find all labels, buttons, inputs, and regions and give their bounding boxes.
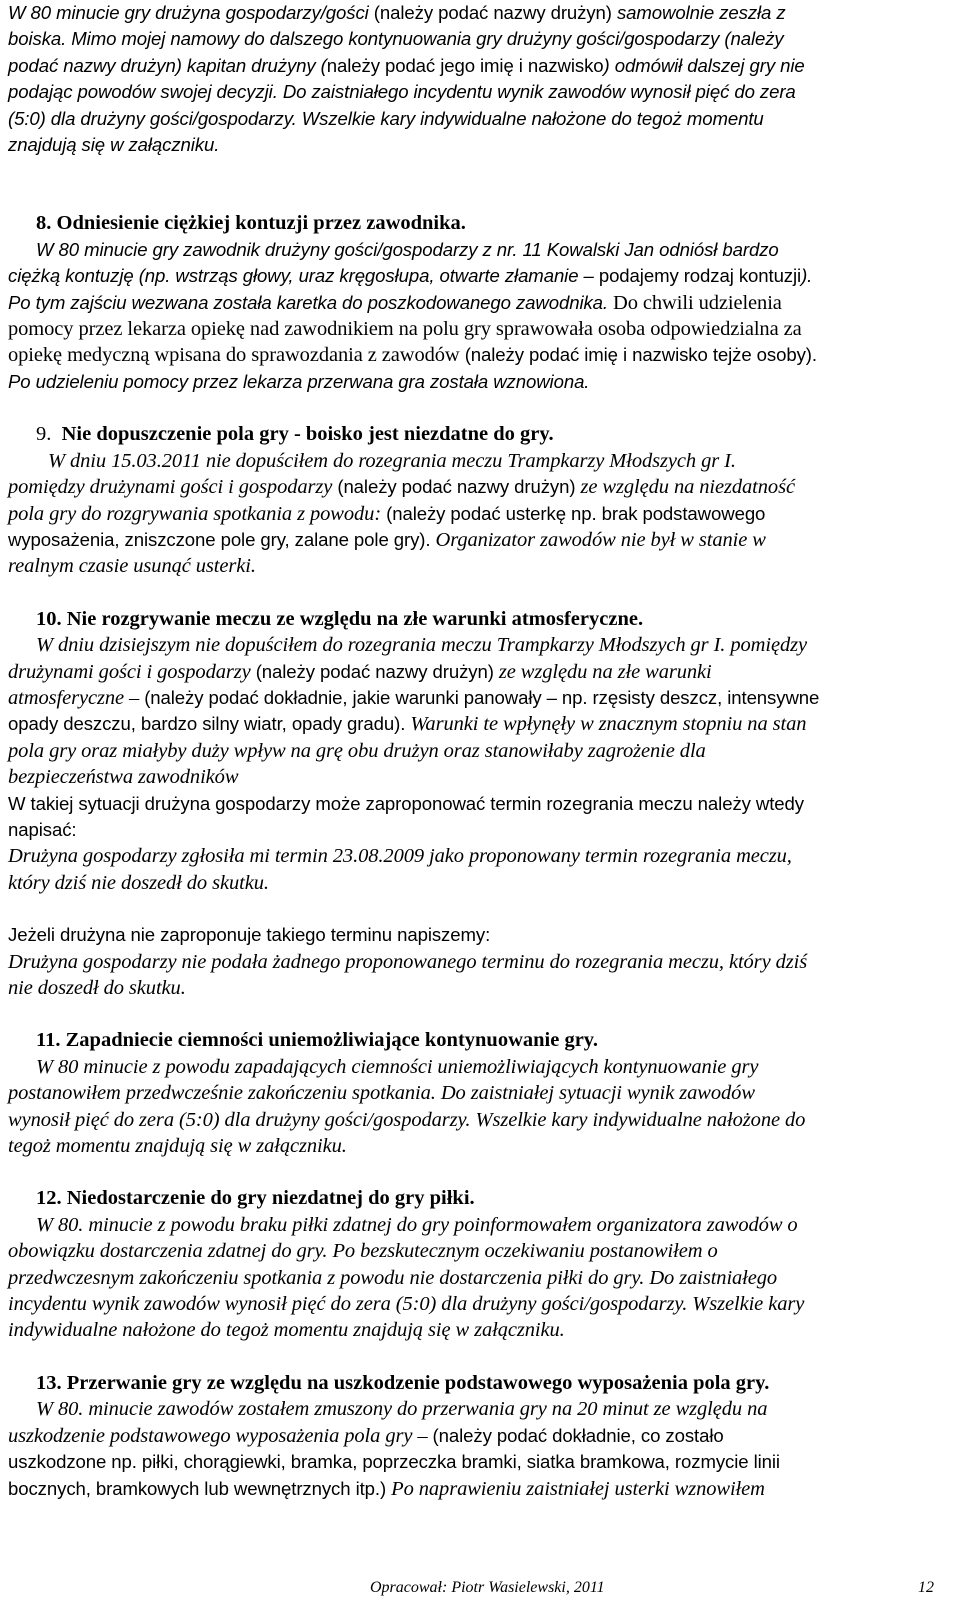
section-8-line-1: W 80 minucie gry zawodnik drużyny gości/gospodarzy z nr. 11 Kowalski Jan odniósł bardzo <box>36 238 779 260</box>
section-9-line-4: wyposażenia, zniszczone pole gry, zalane pole gry). Organizator zawodów nie był w stanie w <box>8 528 766 551</box>
section-11-line-1: W 80 minucie z powodu zapadających ciemności uniemożliwiających kontynuowanie gry <box>36 1055 759 1078</box>
section-10-line-10: który dziś nie doszedł do skutku. <box>8 871 269 894</box>
top-line-6: znajdują się w załączniku. <box>8 134 220 156</box>
section-8-line-5: opiekę medyczną wpisana do sprawozdania z zawodów (należy podać imię i nazwisko tejże osoby). <box>8 344 817 367</box>
top-line-5: (5:0) dla drużyny gości/gospodarzy. Wszelkie kary indywidualne nałożone do tegoż momentu <box>8 107 764 129</box>
section-10-line-6: bezpieczeństwa zawodników <box>8 766 239 789</box>
page-number: 12 <box>918 1579 934 1596</box>
section-10-heading: 10. Nie rozgrywanie meczu ze względu na złe warunki atmosferyczne. <box>36 607 644 630</box>
section-12-line-4: incydentu wynik zawodów wynosił pięć do zera (5:0) dla drużyny gości/gospodarzy. Wszelkie kary <box>8 1293 805 1316</box>
section-11-heading: 11. Zapadniecie ciemności uniemożliwiające kontynuowanie gry. <box>36 1029 599 1052</box>
section-11-line-3: wynosił pięć do zera (5:0) dla drużyny gości/gospodarzy. Wszelkie kary indywidualne nałożone do <box>8 1108 806 1131</box>
section-12-line-2: obowiązku dostarczenia zdatnej do gry. Po bezskutecznym oczekiwaniu postanowiłem o <box>8 1240 718 1263</box>
section-13-heading: 13. Przerwanie gry ze względu na uszkodzenie podstawowego wyposażenia pola gry. <box>36 1371 770 1394</box>
section-10-line-5: pola gry oraz miałyby duży wpływ na grę obu drużyn oraz stanowiłaby zagrożenie dla <box>8 739 706 762</box>
section-10-line-2: drużynami gości i gospodarzy (należy podać nazwy drużyn) ze względu na złe warunki <box>8 660 712 683</box>
section-10-line-1: W dniu dzisiejszym nie dopuściłem do rozegrania meczu Trampkarzy Młodszych gr I. pomiędzy <box>36 634 807 657</box>
section-10 <box>8 606 944 1002</box>
section-10-line-4: opady deszczu, bardzo silny wiatr, opady gradu). Warunki te wpłynęły w znacznym stopniu na stan <box>8 713 807 736</box>
section-11-line-2: postanowiłem przedwcześnie zakończeniu spotkania. Do zaistniałej sytuacji wynik zawodów <box>8 1082 755 1105</box>
top-line-2: boiska. Mimo mojej namowy do dalszego kontynuowania gry drużyny gości/gospodarzy (należy <box>8 28 784 50</box>
section-13-line-1: W 80. minucie zawodów zostałem zmuszony do przerwania gry na 20 minut ze względu na <box>36 1398 768 1421</box>
section-12-line-5: indywidualne nałożone do tegoż momentu znajdują się w załączniku. <box>8 1319 565 1342</box>
section-8-line-4: pomocy przez lekarza opiekę nad zawodnikiem na polu gry sprawowała osoba odpowiedzialna za <box>8 318 802 341</box>
section-10-line-8: napisać: <box>8 818 77 840</box>
section-9 <box>8 421 944 579</box>
section-13-line-3: uszkodzone np. piłki, chorągiewki, bramka, poprzeczka bramki, siatka bramkowa, rozmycie linii <box>8 1451 780 1473</box>
footer-author: Opracował: Piotr Wasielewski, 2011 <box>370 1579 605 1596</box>
section-10-line-7: W takiej sytuacji drużyna gospodarzy może zaproponować termin rozegrania meczu należy wtedy <box>8 792 804 814</box>
section-10-line-12: Drużyna gospodarzy nie podała żadnego proponowanego terminu do rozegrania meczu, który dziś <box>8 950 808 973</box>
top-paragraph <box>8 0 944 158</box>
section-12-line-3: przedwczesnym zakończeniu spotkania z powodu nie dostarczenia piłki do gry. Do zaistniałego <box>8 1266 778 1289</box>
section-10-line-13: nie doszedł do skutku. <box>8 977 186 999</box>
section-8 <box>8 210 944 395</box>
section-9-line-5: realnym czasie usunąć usterki. <box>8 555 256 578</box>
section-11 <box>8 1027 944 1159</box>
section-9-line-1: W dniu 15.03.2011 nie dopuściłem do rozegrania meczu Trampkarzy Młodszych gr I. <box>48 449 736 472</box>
top-line-4: podając powodów swojej decyzji. Do zaistniałego incydentu wynik zawodów wynosił pięć do zera <box>8 81 796 103</box>
section-11-line-4: tegoż momentu znajdują się w załączniku. <box>8 1135 347 1158</box>
section-10-line-9: Drużyna gospodarzy zgłosiła mi termin 23.08.2009 jako proponowany termin rozegrania meczu, <box>8 845 792 868</box>
section-13 <box>8 1370 944 1502</box>
section-10-line-3: atmosferyczne – (należy podać dokładnie, jakie warunki panowały – np. rzęsisty deszcz, intensywne <box>8 686 820 709</box>
section-9-heading: 9. Nie dopuszczenie pola gry - boisko jest niezdatne do gry. <box>36 423 554 446</box>
section-8-line-6: Po udzieleniu pomocy przez lekarza przerwana gra została wznowiona. <box>8 370 590 392</box>
section-8-heading: 8. Odniesienie ciężkiej kontuzji przez zawodnika. <box>36 212 466 235</box>
section-8-line-2: ciężką kontuzję (np. wstrząs głowy, uraz kręgosłupa, otwarte złamanie – podajemy rodzaj kontuzji). <box>8 265 813 287</box>
section-8-line-3: Po tym zajściu wezwana została karetka do poszkodowanego zawodnika. Do chwili udzielenia <box>8 291 782 314</box>
section-12-line-1: W 80. minucie z powodu braku piłki zdatnej do gry poinformowałem organizatora zawodów o <box>36 1213 798 1236</box>
section-13-line-2: uszkodzenie podstawowego wyposażenia pola gry – (należy podać dokładnie, co zostało <box>8 1424 724 1447</box>
section-12-heading: 12. Niedostarczenie do gry niezdatnej do gry piłki. <box>36 1187 475 1210</box>
section-12 <box>8 1185 944 1343</box>
top-line-3: podać nazwy drużyn) kapitan drużyny (należy podać jego imię i nazwisko) odmówił dalszej gry nie <box>8 54 805 76</box>
section-9-line-2: pomiędzy drużynami gości i gospodarzy (należy podać nazwy drużyn) ze względu na niezdatność <box>8 476 795 499</box>
top-line-1: W 80 minucie gry drużyna gospodarzy/gości (należy podać nazwy drużyn) samowolnie zeszła z <box>8 2 786 23</box>
section-13-line-4: bocznych, bramkowych lub wewnętrznych itp.) Po naprawieniu zaistniałej usterki wznowiłem <box>8 1477 765 1500</box>
section-10-line-11: Jeżeli drużyna nie zaproponuje takiego terminu napiszemy: <box>8 924 491 946</box>
section-9-line-3: pola gry do rozgrywania spotkania z powodu: (należy podać usterkę np. brak podstawowego <box>8 502 766 525</box>
document-page <box>8 0 944 1502</box>
